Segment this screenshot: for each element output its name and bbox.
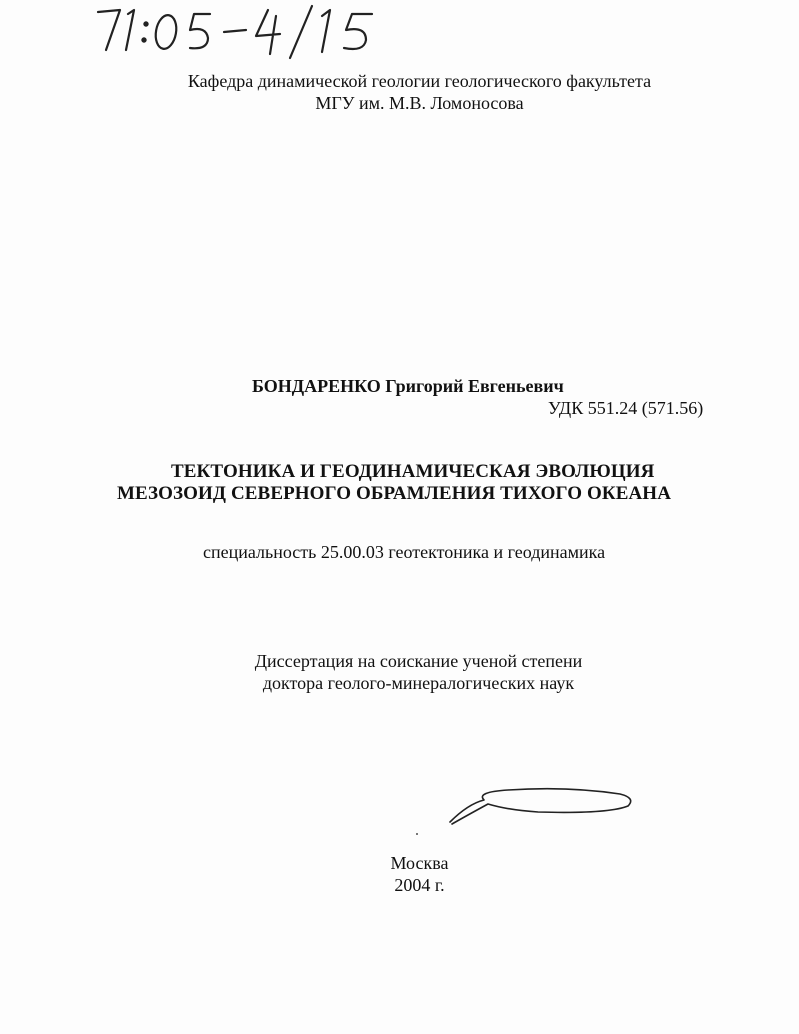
city: Москва bbox=[390, 853, 449, 873]
dissertation-line-2: доктора геолого-минералогических наук bbox=[262, 673, 575, 693]
signature bbox=[448, 782, 638, 830]
udk-code: УДК 551.24 (571.56) bbox=[548, 398, 704, 418]
thesis-title-line-1: ТЕКТОНИКА И ГЕОДИНАМИЧЕСКАЯ ЭВОЛЮЦИЯ bbox=[171, 461, 655, 482]
year: 2004 г. bbox=[394, 875, 445, 895]
specialty: специальность 25.00.03 геотектоника и геодинамика bbox=[203, 542, 606, 562]
speck bbox=[416, 833, 418, 835]
thesis-title-line-2: МЕЗОЗОИД СЕВЕРНОГО ОБРАМЛЕНИЯ ТИХОГО ОКЕАНА bbox=[117, 483, 672, 504]
organization-line-1: Кафедра динамической геологии геологического факультета bbox=[187, 71, 652, 91]
handwritten-registry-code bbox=[90, 2, 390, 60]
author-name: БОНДАРЕНКО Григорий Евгеньевич bbox=[252, 376, 564, 396]
organization-line-2: МГУ им. М.В. Ломоносова bbox=[315, 93, 524, 113]
dissertation-line-1: Диссертация на соискание ученой степени bbox=[254, 651, 583, 671]
